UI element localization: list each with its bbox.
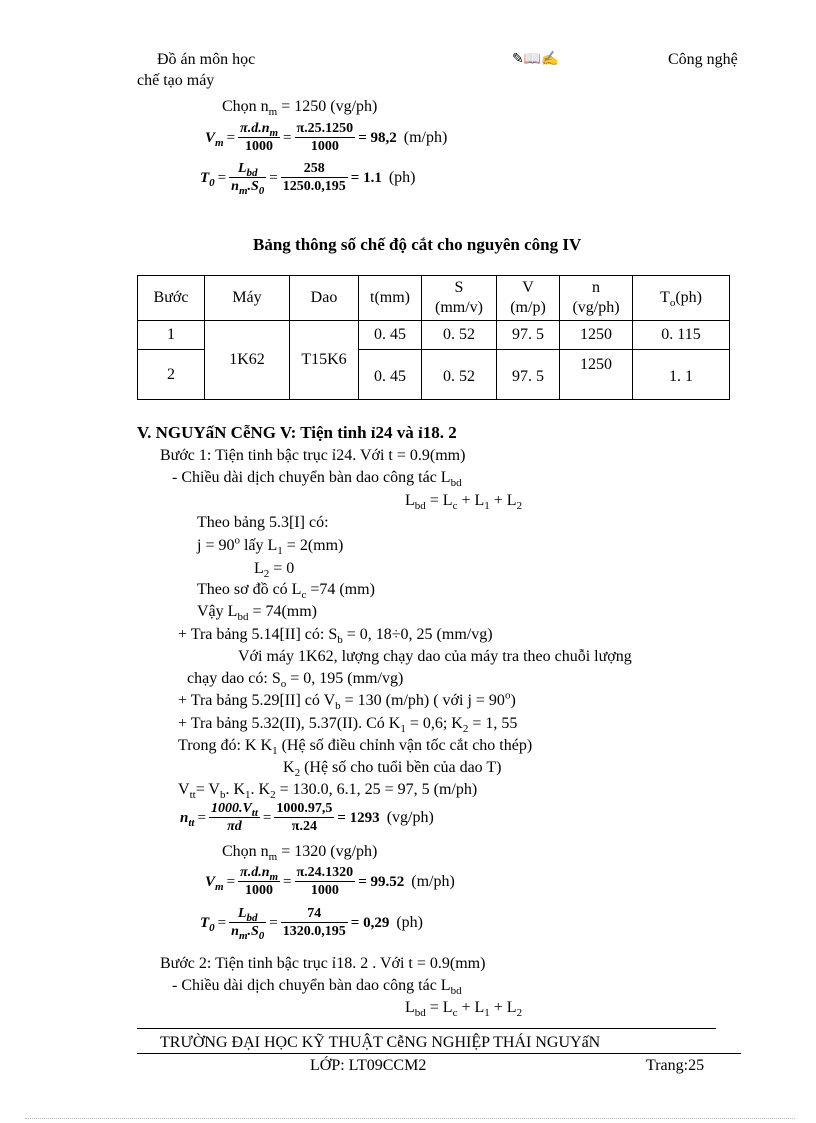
tra-bang-1-line: + Tra bảng 5.14[II] có: $S_b = 0$, 18÷0, 25 (mm/vg): [178, 626, 493, 647]
t0-2-formula: $T_0$ = $\frac{L_{bd}}{n_m.S_0}$ = $\frac{74}{1320.0,195}$ = 0,29 (ph): [200, 906, 423, 942]
t0-formula: $T_0$ = $\frac{L_{bd}}{n_m.S_0}$ = $\frac{258}{1250.0,195}$ = 1.1 (ph): [200, 161, 416, 197]
cell-buoc: 1: [138, 321, 205, 350]
cell-n: 1250: [560, 350, 633, 400]
cell-may: 1K62: [205, 321, 290, 400]
cell-buoc: 2: [138, 350, 205, 400]
header-right: Công nghệ: [668, 51, 738, 68]
j90-line: $j = 90^o$ lấy $L_1 = 2(mm)$: [197, 534, 344, 558]
cell-to: 1. 1: [633, 350, 730, 400]
th-n: n (vg/ph): [560, 276, 633, 321]
cell-v: 97. 5: [497, 321, 560, 350]
cell-s: 0. 52: [422, 350, 497, 400]
chon-nm-line: Chọn $n_m = 1250$ (vg/ph): [222, 98, 378, 119]
th-s: S (mm/v): [422, 276, 497, 321]
buoc2-line: Bước 2: Tiện tinh bậc trục ỉ18. 2 . Với t = 0.9(mm): [160, 955, 486, 972]
footer-university: TRƯỜNG ĐẠI HỌC KỸ THUẬT CễNG NGHIỆP THÁI NGUYấN: [160, 1034, 601, 1051]
chay-dao-line: chạy dao có: $S_o = 0$, 195 (mm/vg): [187, 670, 404, 691]
theo-so-do-line: Theo sơ đồ có $L_c =74$ (mm): [197, 581, 375, 602]
cell-v: 97. 5: [497, 350, 560, 400]
lbd-2-formula: $L_{bd} = L_c + L_1 + L_2$: [405, 999, 523, 1020]
table-title: Bảng thông số chế độ cắt cho nguyên công IV: [253, 235, 582, 254]
vtt-line: $V_{tt}= V_b$. $K_1$. $K_2 = 130.0$, 6.1, 25 = 97, 5 (m/ph): [178, 781, 478, 802]
th-dao: Dao: [290, 276, 359, 321]
footer-divider-bottom: [137, 1053, 741, 1054]
cell-t: 0. 45: [359, 321, 422, 350]
table-row: [138, 321, 730, 350]
page-bottom-edge: [25, 1118, 795, 1119]
cell-to: 0. 115: [633, 321, 730, 350]
th-t: t(mm): [359, 276, 422, 321]
header-title-line2: chế tạo máy: [137, 72, 215, 89]
vay-line: Vậy $L_{bd} = 74(mm)$: [197, 603, 318, 624]
header-title-line1: Đồ án môn học: [157, 51, 256, 68]
trong-do-line: Trong đó: K $K_1$ (Hệ số điều chỉnh vận tốc cắt cho thép): [178, 737, 533, 758]
footer-class: LỚP: LT09CCM2: [310, 1057, 427, 1074]
footer-page-number: Trang:25: [646, 1057, 705, 1074]
th-may: Máy: [205, 276, 290, 321]
table-header-row: [138, 276, 730, 321]
cell-s: 0. 52: [422, 321, 497, 350]
chon-nm-2-line: Chọn $n_m = 1320$ (vg/ph): [222, 843, 378, 864]
ntt-formula: $n_{tt}$ = $\frac{1000.V_{tt}}{\pi d}$ = $\frac{1000.97,5}{\pi.24}$ = 1293 (vg/ph): [180, 801, 434, 834]
tra-bang-2-line: + Tra bảng 5.29[II] có $V_b = 130$ (m/ph) ( với $j = 90^o$): [178, 689, 516, 713]
buoc1-line: Bước 1: Tiện tinh bậc trục ỉ24. Với t = 0.9(mm): [160, 447, 466, 464]
chieu-dai-2-line: - Chiều dài dịch chuyển bàn dao công tác $L_{bd}$: [172, 977, 462, 998]
footer-divider-top: [137, 1028, 716, 1029]
section-title: V. NGUYấN CễNG V: Tiện tinh ỉ24 và ỉ18. 2: [137, 423, 457, 442]
l2-line: $L_2 = 0$: [254, 560, 295, 581]
cell-n: 1250: [560, 321, 633, 350]
vm-2-formula: $V_m$ = $\frac{\pi.d.n_m}{1000}$ = $\frac{\pi.24.1320}{1000}$ = 99.52 (m/ph): [205, 865, 455, 898]
th-v: V (m/p): [497, 276, 560, 321]
vm-formula: $V_m$ = $\frac{\pi.d.n_m}{1000}$ = $\frac{\pi.25.1250}{1000}$ = 98,2 (m/ph): [205, 121, 448, 154]
theo-bang-line: Theo bảng 5.3[I] có:: [197, 514, 329, 531]
header-ornament-icon: ✎📖✍: [512, 52, 559, 67]
th-to: $T_o(ph)$: [633, 276, 730, 321]
voi-may-line: Với máy 1K62, lượng chạy dao của máy tra theo chuỗi lượng: [238, 648, 632, 665]
k2-line: $K_2$ (Hệ số cho tuổi bền của dao T): [283, 759, 502, 780]
cell-t: 0. 45: [359, 350, 422, 400]
chieu-dai-line: - Chiều dài dịch chuyển bàn dao công tác $L_{bd}$: [172, 469, 462, 490]
tra-bang-3-line: + Tra bảng 5.32(II), 5.37(II). Có $K_1 = 0,6$; $K_2 = 1$, 55: [178, 715, 518, 736]
cell-dao: T15K6: [290, 321, 359, 400]
cutting-params-table: [137, 275, 730, 400]
lbd-formula: $L_{bd} = L_c + L_1 + L_2$: [405, 492, 523, 513]
th-buoc: Bước: [138, 276, 205, 321]
